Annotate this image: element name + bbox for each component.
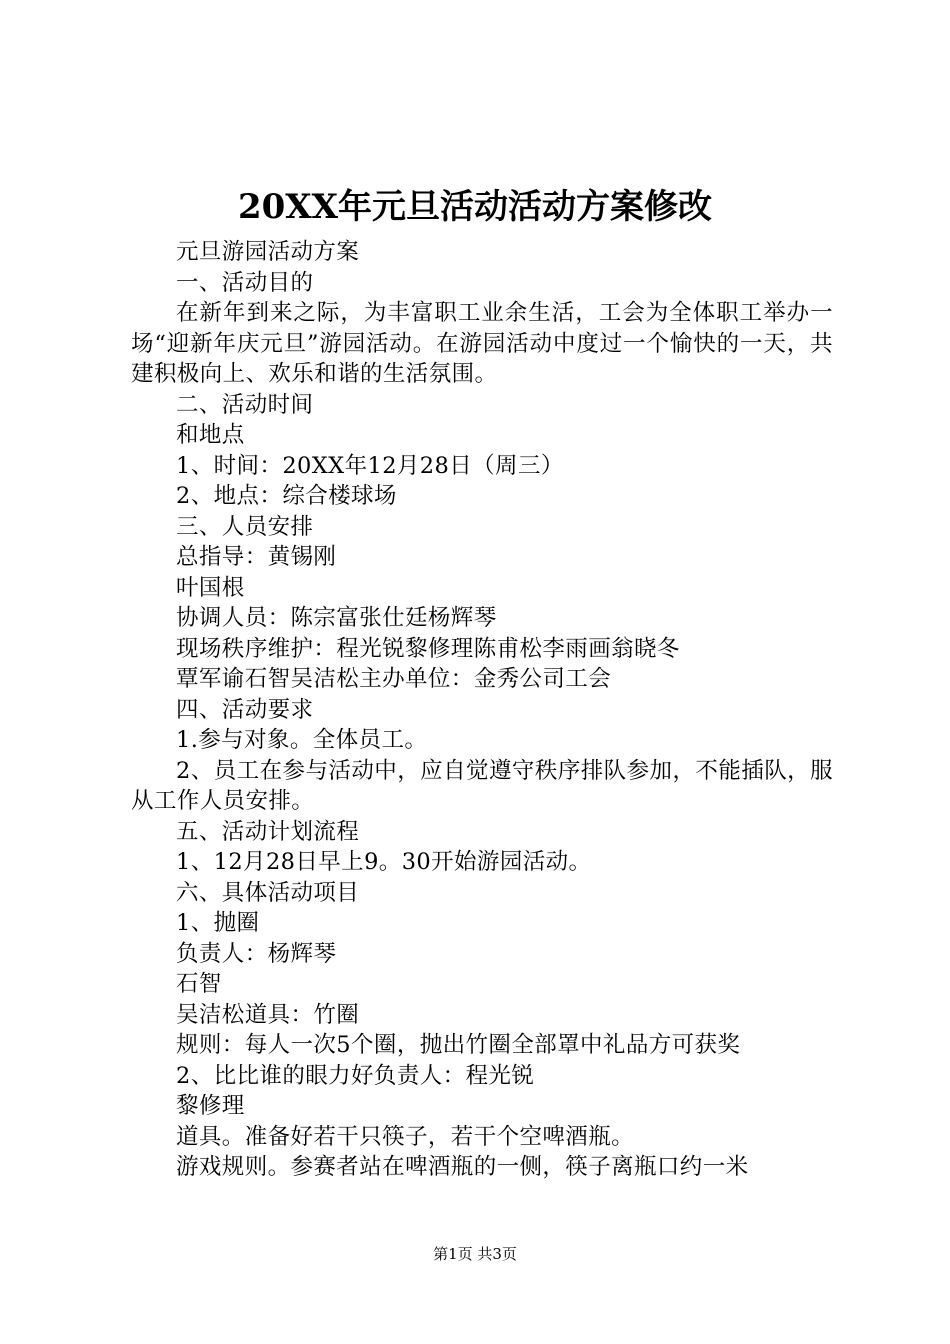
section-heading: 四、活动要求 xyxy=(176,696,314,723)
paragraph: 叶国根 xyxy=(176,574,245,601)
section-heading: 一、活动目的 xyxy=(176,269,314,296)
section-heading: 三、人员安排 xyxy=(176,513,314,540)
section-heading: 五、活动计划流程 xyxy=(176,818,360,845)
section-heading: 二、活动时间 xyxy=(176,391,314,418)
paragraph: 吴洁松道具：竹圈 xyxy=(176,1001,360,1028)
paragraph: 道具。准备好若干只筷子，若干个空啤酒瓶。 xyxy=(176,1123,635,1150)
paragraph: 2、比比谁的眼力好负责人：程光锐 xyxy=(176,1062,535,1089)
paragraph: 协调人员：陈宗富张仕廷杨辉琴 xyxy=(176,605,497,631)
paragraph: 覃军谕石智吴洁松主办单位：金秀公司工会 xyxy=(176,666,612,692)
section-heading: 六、具体活动项目 xyxy=(176,879,360,906)
page-footer: 第1页 共3页 xyxy=(433,1245,517,1263)
paragraph: 2、员工在参与活动中，应自觉遵守秩序排队参加，不能插队，服从工作人员安排。 xyxy=(131,757,833,814)
paragraph: 1.参与对象。全体员工。 xyxy=(176,727,428,753)
paragraph: 1、12月28日早上9。30开始游园活动。 xyxy=(176,849,592,875)
paragraph: 现场秩序维护：程光锐黎修理陈甫松李雨画翁晓冬 xyxy=(176,635,680,662)
paragraph: 1、抛圈 xyxy=(176,910,260,936)
paragraph: 负责人：杨辉琴 xyxy=(176,940,337,967)
paragraph: 黎修理 xyxy=(176,1093,245,1119)
paragraph: 总指导：黄锡刚 xyxy=(176,544,337,570)
paragraph: 和地点 xyxy=(176,422,245,448)
paragraph: 元旦游园活动方案 xyxy=(176,239,360,265)
paragraph: 2、地点：综合楼球场 xyxy=(176,483,397,509)
document-title: 20XX年元旦活动活动方案修改 xyxy=(237,187,713,227)
paragraph: 规则：每人一次5个圈，抛出竹圈全部罩中礼品方可获奖 xyxy=(176,1032,741,1058)
paragraph: 在新年到来之际，为丰富职工业余生活，工会为全体职工举办一场“迎新年庆元旦”游园活动。在游园活动中度过一个愉快的一天，共建积极向上、欢乐和谐的生活氛围。 xyxy=(131,300,833,387)
paragraph: 1、时间：20XX年12月28日（周三） xyxy=(176,452,564,479)
paragraph: 游戏规则。参赛者站在啤酒瓶的一侧，筷子离瓶口约一米 xyxy=(176,1154,749,1180)
paragraph: 石智 xyxy=(176,971,222,997)
document-body xyxy=(131,237,833,1183)
